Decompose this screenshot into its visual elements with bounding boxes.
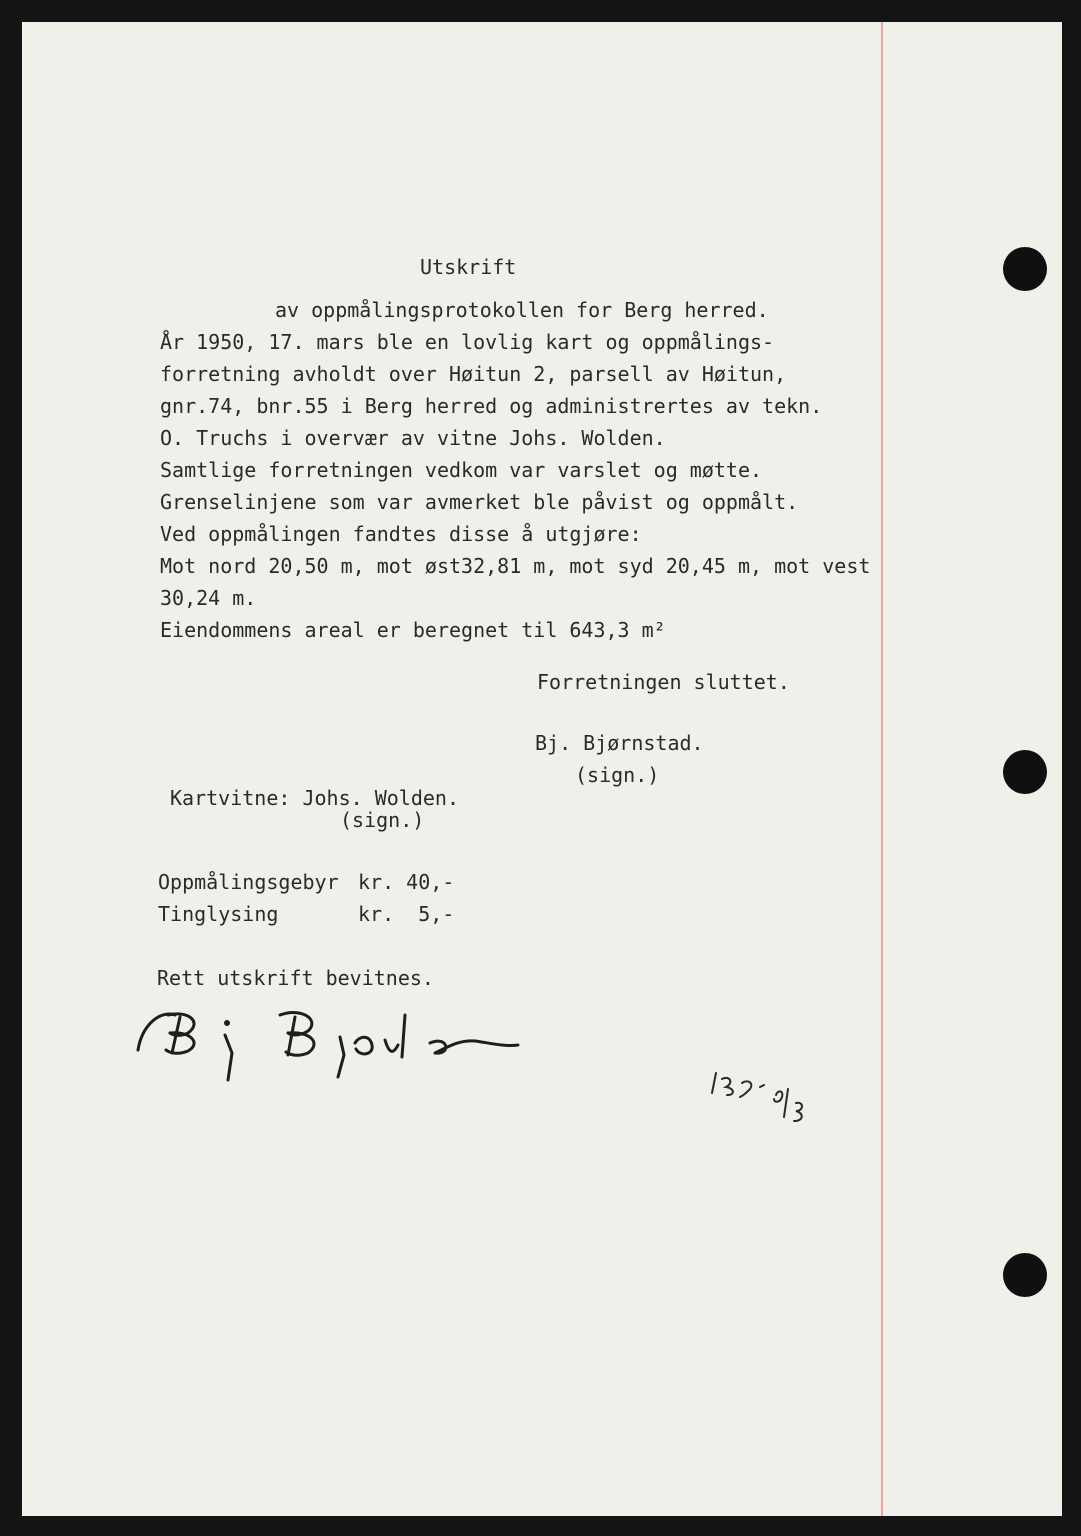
punch-hole (1003, 247, 1047, 291)
punch-hole (1003, 1253, 1047, 1297)
fee-value: kr. 40,- (358, 870, 455, 894)
body-line: forretning avholdt over Høitun 2, parsell av Høitun, (160, 362, 787, 386)
certification-line: Rett utskrift bevitnes. (157, 966, 434, 990)
body-line: 30,24 m. (160, 586, 257, 610)
body-line: Mot nord 20,50 m, mot øst32,81 m, mot syd 20,45 m, mot vest (160, 554, 871, 578)
document-page (22, 22, 1062, 1516)
handwritten-signature (130, 995, 530, 1090)
handwritten-note (700, 1055, 820, 1130)
body-line: O. Truchs i overvær av vitne Johs. Wolden. (160, 426, 666, 450)
body-line: År 1950, 17. mars ble en lovlig kart og oppmålings- (160, 330, 775, 354)
body-line: Eiendommens areal er beregnet til 643,3 m² (160, 618, 666, 642)
body-line: Grenselinjene som var avmerket ble påvist og oppmålt. (160, 490, 799, 514)
document-subheading: av oppmålingsprotokollen for Berg herred. (275, 298, 769, 322)
body-line: Ved oppmålingen fandtes disse å utgjøre: (160, 522, 642, 546)
margin-line (881, 22, 883, 1516)
body-line: Samtlige forretningen vedkom var varslet og møtte. (160, 458, 763, 482)
fee-value: kr. 5,- (358, 902, 455, 926)
signer-sign: (sign.) (575, 763, 660, 787)
witness-name: Kartvitne: Johs. Wolden. (170, 786, 459, 810)
signer-name: Bj. Bjørnstad. (535, 731, 704, 755)
punch-hole (1003, 750, 1047, 794)
closing-line: Forretningen sluttet. (537, 670, 790, 694)
body-line: gnr.74, bnr.55 i Berg herred og administrertes av tekn. (160, 394, 823, 418)
fee-label: Tinglysing (158, 902, 279, 926)
fee-label: Oppmålingsgebyr (158, 870, 339, 894)
document-heading: Utskrift (420, 255, 517, 279)
witness-sign: (sign.) (340, 808, 425, 832)
